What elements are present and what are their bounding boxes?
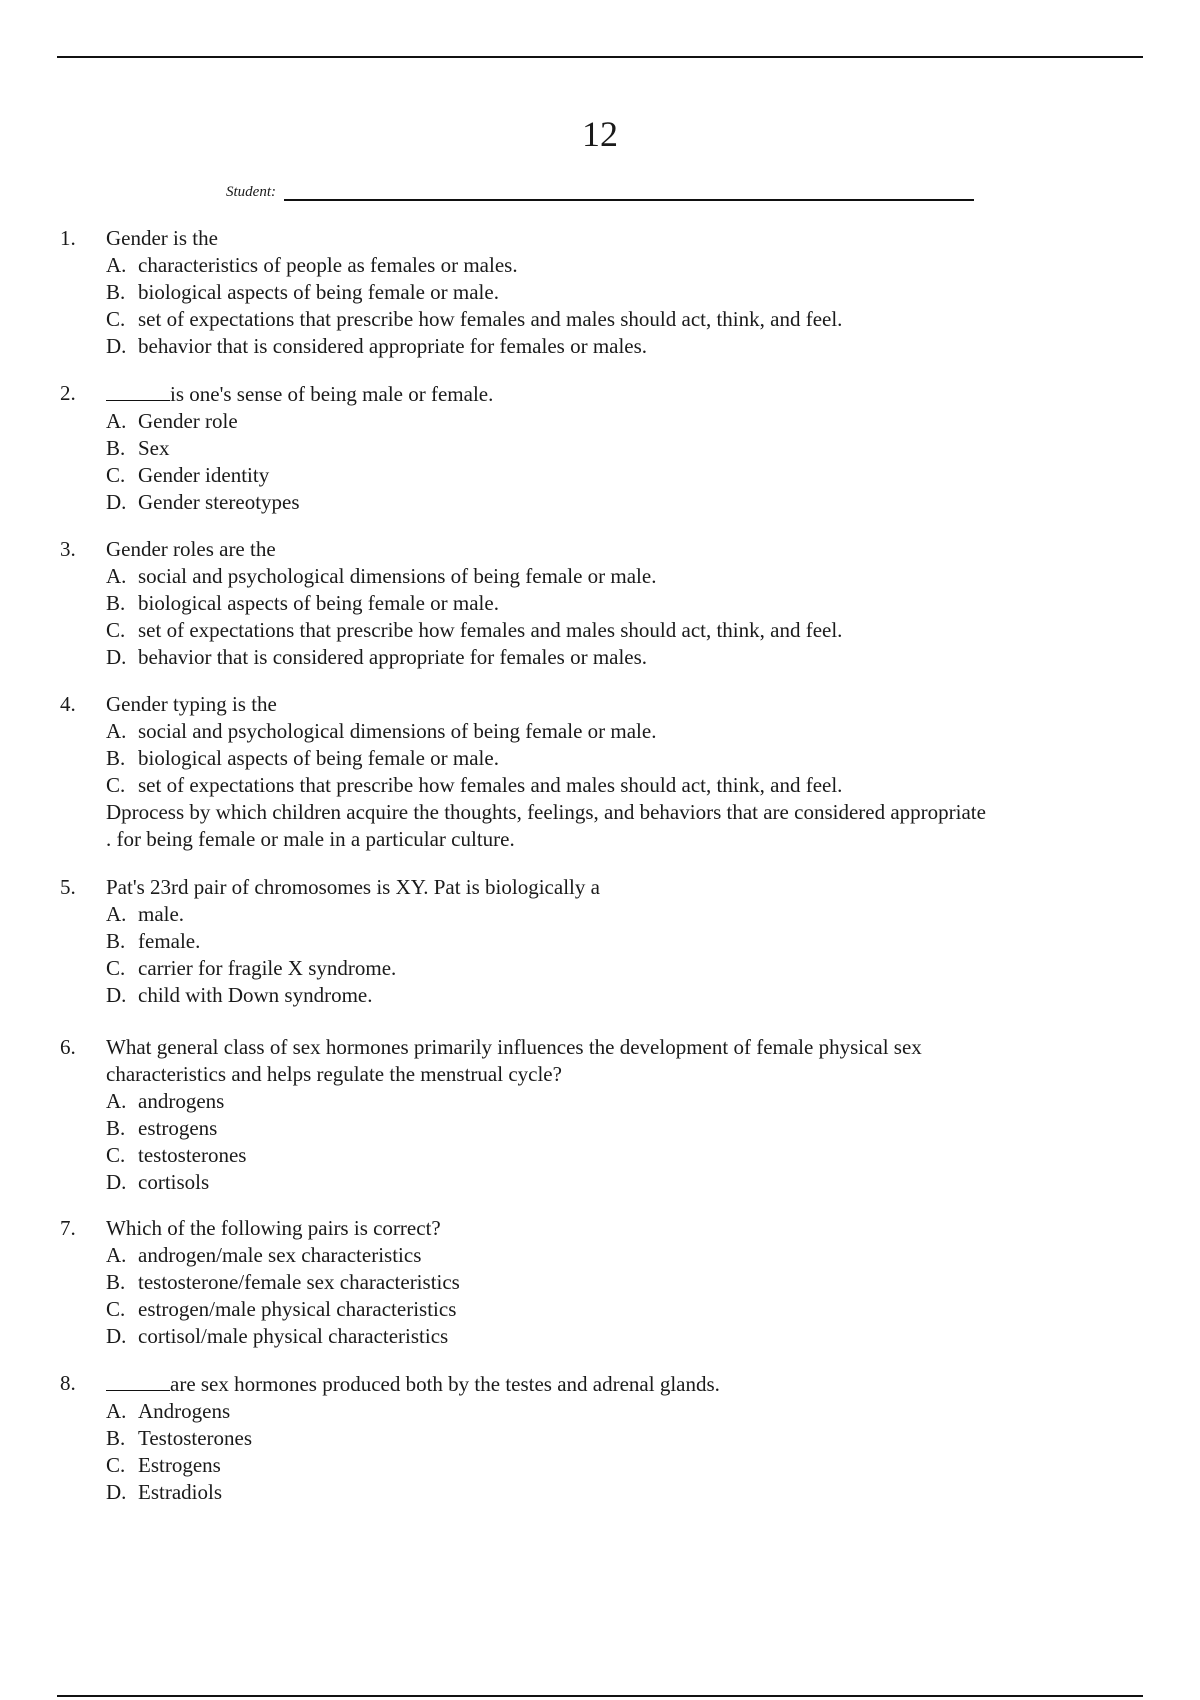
option-c[interactable]: C. set of expectations that prescribe how females and males should act, think, and feel.: [106, 773, 843, 797]
option-b[interactable]: B. testosterone/female sex characteristics: [106, 1270, 460, 1294]
option-d[interactable]: D. behavior that is considered appropriate for females or males.: [106, 645, 648, 669]
student-name-line[interactable]: [284, 199, 974, 201]
question-number: 3.: [60, 537, 76, 561]
option-b[interactable]: B. female.: [106, 929, 201, 953]
fill-in-blank: [106, 380, 170, 401]
page-number: 12: [582, 114, 618, 154]
question-7: [60, 1215, 1150, 1350]
option-c[interactable]: C. estrogen/male physical characteristics: [106, 1297, 457, 1321]
bottom-rule: [57, 1695, 1143, 1697]
option-a[interactable]: A. characteristics of people as females or males.: [106, 253, 518, 277]
question-number: 2.: [60, 381, 76, 405]
option-d[interactable]: D. behavior that is considered appropriate for females or males.: [106, 334, 648, 358]
question-number: 5.: [60, 875, 76, 899]
question-stem-continued: characteristics and helps regulate the menstrual cycle?: [106, 1062, 562, 1086]
question-8: [60, 1370, 1150, 1506]
question-number: 4.: [60, 692, 76, 716]
question-number: 1.: [60, 226, 76, 250]
option-d[interactable]: D. cortisols: [106, 1170, 210, 1194]
option-a[interactable]: A. Gender role: [106, 409, 238, 433]
option-d[interactable]: Dprocess by which children acquire the thoughts, feelings, and behaviors that are considered appropriate . for being female or male in a particular culture.: [106, 800, 986, 851]
option-a[interactable]: A. social and psychological dimensions of being female or male.: [106, 719, 657, 743]
question-stem: Which of the following pairs is correct?: [106, 1216, 441, 1240]
student-field: [226, 183, 974, 201]
question-number: 6.: [60, 1035, 76, 1059]
option-c[interactable]: C. set of expectations that prescribe how females and males should act, think, and feel.: [106, 618, 843, 642]
option-b[interactable]: B. biological aspects of being female or male.: [106, 280, 499, 304]
question-number: 8.: [60, 1371, 76, 1395]
option-b[interactable]: B. Sex: [106, 436, 170, 460]
question-6: [60, 1034, 1150, 1196]
option-b[interactable]: B. estrogens: [106, 1116, 218, 1140]
option-a[interactable]: A. androgens: [106, 1089, 225, 1113]
question-stem: Gender is the: [106, 226, 218, 250]
top-rule: [57, 56, 1143, 58]
option-b[interactable]: B. biological aspects of being female or male.: [106, 591, 499, 615]
option-a[interactable]: A. androgen/male sex characteristics: [106, 1243, 422, 1267]
question-stem: Gender typing is the: [106, 692, 277, 716]
option-b[interactable]: B. Testosterones: [106, 1426, 253, 1450]
option-a[interactable]: A. male.: [106, 902, 185, 926]
question-5: [60, 874, 1150, 1009]
question-3: [60, 536, 1150, 671]
student-label: Student:: [226, 184, 276, 200]
question-stem: are sex hormones produced both by the testes and adrenal glands.: [170, 1372, 720, 1396]
option-a[interactable]: A. social and psychological dimensions of being female or male.: [106, 564, 657, 588]
question-1: [60, 225, 1150, 360]
option-c[interactable]: C. carrier for fragile X syndrome.: [106, 956, 397, 980]
option-c[interactable]: C. testosterones: [106, 1143, 247, 1167]
fill-in-blank: [106, 1370, 170, 1391]
option-c[interactable]: C. Estrogens: [106, 1453, 221, 1477]
question-stem: What general class of sex hormones primarily influences the development of female physical sex: [106, 1035, 922, 1059]
option-d[interactable]: D. cortisol/male physical characteristics: [106, 1324, 449, 1348]
option-a[interactable]: A. Androgens: [106, 1399, 231, 1423]
option-c[interactable]: C. Gender identity: [106, 463, 270, 487]
option-b[interactable]: B. biological aspects of being female or male.: [106, 746, 499, 770]
option-d[interactable]: D. Estradiols: [106, 1480, 222, 1504]
question-stem: Gender roles are the: [106, 537, 276, 561]
option-d[interactable]: D. child with Down syndrome.: [106, 983, 373, 1007]
option-c[interactable]: C. set of expectations that prescribe how females and males should act, think, and feel.: [106, 307, 843, 331]
question-number: 7.: [60, 1216, 76, 1240]
question-4: [60, 691, 1150, 853]
question-stem: Pat's 23rd pair of chromosomes is XY. Pat is biologically a: [106, 875, 600, 899]
question-stem: is one's sense of being male or female.: [170, 382, 494, 406]
option-d[interactable]: D. Gender stereotypes: [106, 490, 300, 514]
question-2: [60, 380, 1150, 516]
